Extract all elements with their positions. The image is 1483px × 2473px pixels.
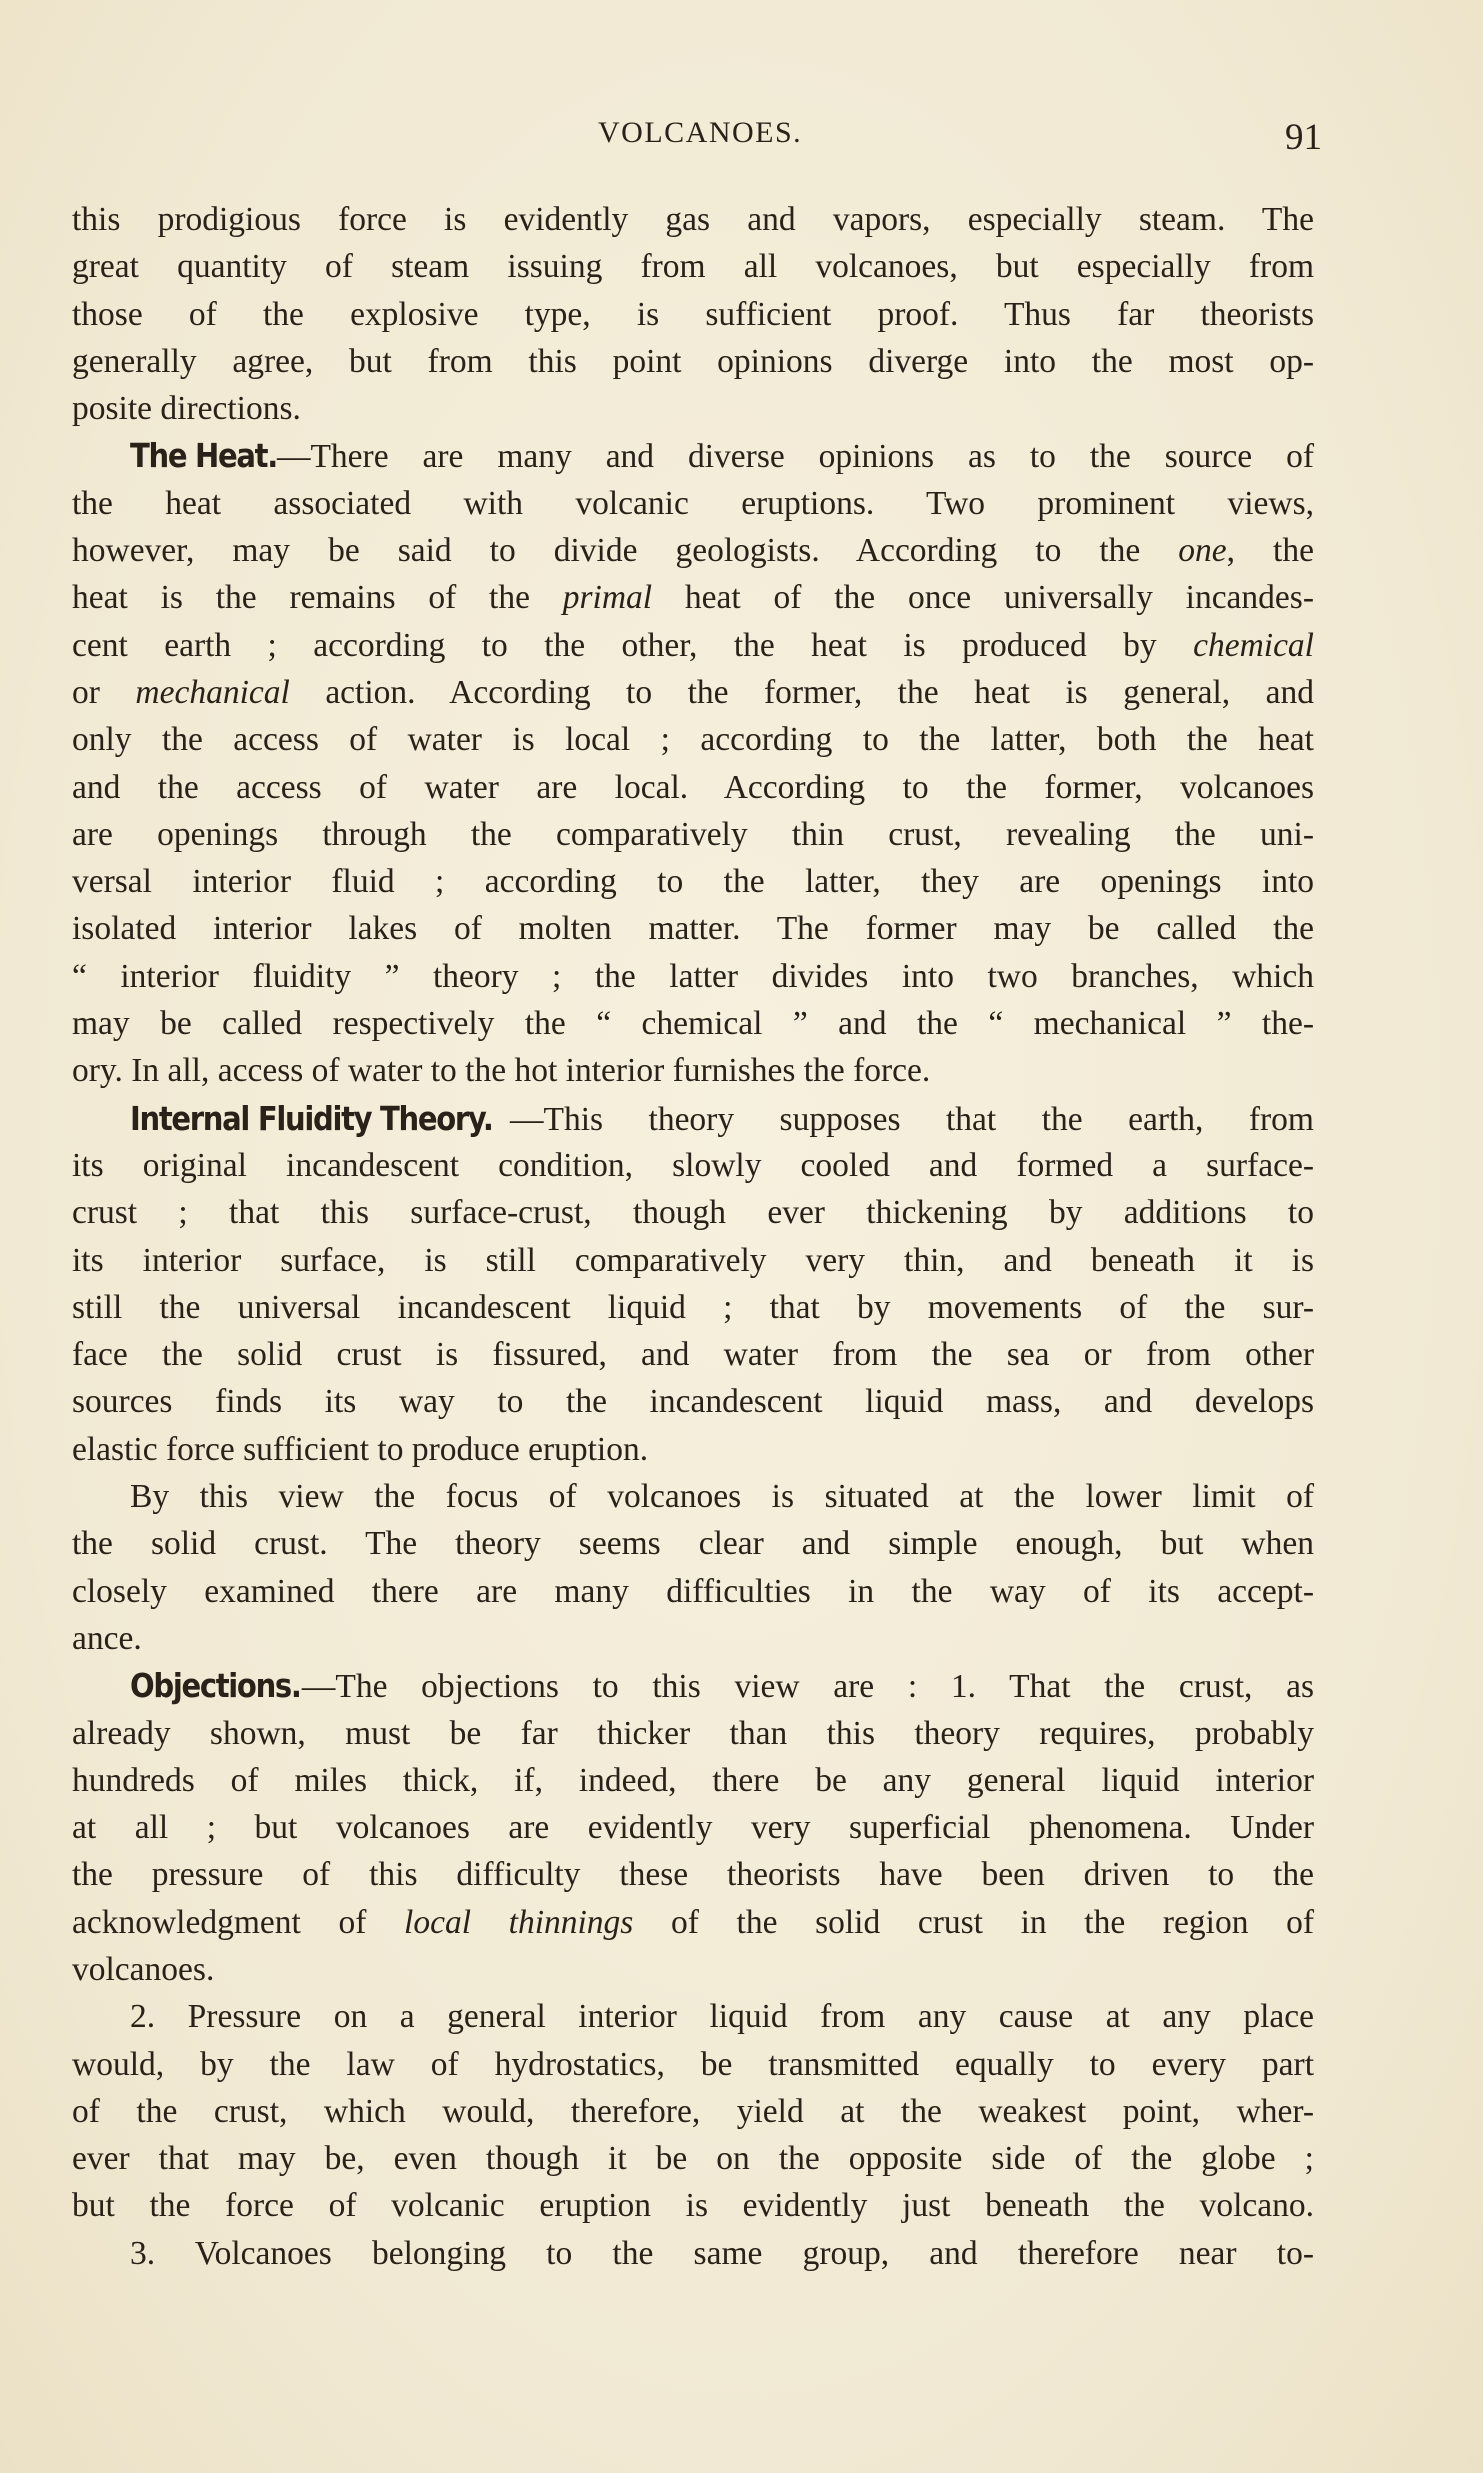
text-line	[72, 622, 1314, 669]
text-line	[72, 1095, 1314, 1142]
text-line	[72, 905, 1314, 952]
text-line	[72, 2135, 1314, 2182]
text-line	[72, 243, 1314, 290]
italic-text: chemical	[1193, 626, 1314, 664]
text-line	[72, 716, 1314, 763]
line-text: its interior surface, is still comparatively very thin, and beneath it is	[72, 1241, 1314, 1279]
section-heading: Internal Fluidity Theory.	[130, 1098, 493, 1138]
text-line	[72, 1851, 1314, 1898]
line-text: —This theory supposes that the earth, from	[509, 1100, 1314, 1138]
line-text: cent earth ; according to the other, the heat is produced by	[72, 626, 1194, 664]
line-text: ever that may be, even though it be on the opposite side of the globe ;	[72, 2140, 1314, 2178]
line-text: the heat associated with volcanic eruptions. Two prominent views,	[72, 484, 1314, 522]
text-line	[72, 432, 1314, 479]
text-line	[72, 1284, 1314, 1331]
text-line	[72, 385, 1314, 432]
line-text: the solid crust. The theory seems clear and simple enough, but when	[72, 1525, 1314, 1563]
line-text: —There are many and diverse opinions as to the source of	[276, 438, 1314, 476]
section-heading: Objections.	[130, 1666, 301, 1706]
line-text: 2. Pressure on a general interior liquid from any cause at any place	[130, 1998, 1314, 2036]
text-line	[72, 1520, 1314, 1567]
text-line	[72, 480, 1314, 527]
line-text: are openings through the comparatively thin crust, revealing the uni-	[72, 815, 1314, 853]
line-text: and the access of water are local. According to the former, volcanoes	[72, 768, 1314, 806]
line-text: ance.	[72, 1619, 142, 1657]
line-text: however, may be said to divide geologists. According to the	[72, 532, 1179, 570]
line-text: at all ; but volcanoes are evidently very superficial phenomena. Under	[72, 1809, 1314, 1847]
text-line	[72, 1331, 1314, 1378]
line-text: sources finds its way to the incandescent liquid mass, and develops	[72, 1383, 1314, 1421]
line-text: crust ; that this surface-crust, though ever thickening by additions to	[72, 1194, 1314, 1232]
line-text: posite directions.	[72, 390, 301, 428]
section-heading: The Heat.	[130, 436, 277, 476]
text-line	[72, 2088, 1314, 2135]
text-line	[72, 527, 1314, 574]
running-title: VOLCANOES.	[598, 116, 803, 149]
text-line	[72, 1899, 1314, 1946]
text-line	[72, 1000, 1314, 1047]
running-head	[0, 108, 1483, 158]
line-text: “ interior fluidity ” theory ; the latter divides into two branches, which	[72, 957, 1314, 995]
line-text: of the crust, which would, therefore, yield at the weakest point, wher-	[72, 2092, 1314, 2130]
line-text: By this view the focus of volcanoes is situated at the lower limit of	[130, 1478, 1314, 1516]
page-number: 91	[1285, 117, 1322, 158]
body-text	[72, 196, 1314, 2277]
text-line	[72, 1662, 1314, 1709]
text-line	[72, 1047, 1314, 1094]
text-line	[72, 953, 1314, 1000]
italic-text: primal	[562, 579, 653, 617]
line-text: but the force of volcanic eruption is evidently just beneath the volcano.	[72, 2187, 1314, 2225]
line-text: hundreds of miles thick, if, indeed, there be any general liquid interior	[72, 1761, 1314, 1799]
line-text: already shown, must be far thicker than this theory requires, probably	[72, 1714, 1314, 1752]
text-line	[72, 1568, 1314, 1615]
text-line	[72, 1804, 1314, 1851]
italic-text: local thinnings	[404, 1903, 634, 1941]
line-text: volcanoes.	[72, 1950, 215, 1988]
text-line	[72, 1946, 1314, 1993]
italic-text: one	[1178, 532, 1227, 570]
line-text: still the universal incandescent liquid ; that by movements of the sur-	[72, 1288, 1314, 1326]
line-text: isolated interior lakes of molten matter. The former may be called the	[72, 910, 1314, 948]
line-text: heat of the once universally incandes-	[652, 579, 1314, 617]
text-line	[72, 2041, 1314, 2088]
text-line	[72, 669, 1314, 716]
text-line	[72, 1237, 1314, 1284]
line-text: or	[72, 673, 136, 711]
text-line	[72, 2182, 1314, 2229]
line-text: action. According to the former, the heat is general, and	[289, 673, 1314, 711]
line-text: face the solid crust is fissured, and water from the sea or from other	[72, 1336, 1314, 1374]
text-line	[72, 858, 1314, 905]
line-text: acknowledgment of	[72, 1903, 405, 1941]
line-text: closely examined there are many difficulties in the way of its accept-	[72, 1572, 1314, 1610]
line-text: its original incandescent condition, slowly cooled and formed a surface-	[72, 1146, 1314, 1184]
line-text: generally agree, but from this point opinions diverge into the most op-	[72, 342, 1314, 380]
text-line	[72, 574, 1314, 621]
text-line	[72, 1473, 1314, 1520]
text-line	[72, 1615, 1314, 1662]
line-text: , the	[1226, 532, 1314, 570]
line-text: of the solid crust in the region of	[633, 1903, 1314, 1941]
text-line	[72, 811, 1314, 858]
text-line	[72, 1189, 1314, 1236]
italic-text: mechanical	[135, 673, 290, 711]
text-line	[72, 2230, 1314, 2277]
line-text: —The objections to this view are : 1. That the crust, as	[301, 1668, 1314, 1706]
line-text: the pressure of this difficulty these theorists have been driven to the	[72, 1856, 1314, 1894]
line-text: would, by the law of hydrostatics, be transmitted equally to every part	[72, 2045, 1314, 2083]
text-line	[72, 1378, 1314, 1425]
text-line	[72, 196, 1314, 243]
line-text: versal interior fluid ; according to the latter, they are openings into	[72, 863, 1314, 901]
text-line	[72, 1710, 1314, 1757]
line-text: those of the explosive type, is sufficient proof. Thus far theorists	[72, 295, 1314, 333]
text-line	[72, 1142, 1314, 1189]
line-text: only the access of water is local ; according to the latter, both the heat	[72, 721, 1314, 759]
line-text: elastic force sufficient to produce eruption.	[72, 1430, 649, 1468]
line-text: ory. In all, access of water to the hot interior furnishes the force.	[72, 1052, 931, 1090]
text-line	[72, 1993, 1314, 2040]
line-text: may be called respectively the “ chemical ” and the “ mechanical ” the-	[72, 1005, 1314, 1043]
text-line	[72, 1426, 1314, 1473]
line-text: great quantity of steam issuing from all volcanoes, but especially from	[72, 248, 1314, 286]
text-line	[72, 338, 1314, 385]
text-line	[72, 291, 1314, 338]
text-line	[72, 1757, 1314, 1804]
line-text: heat is the remains of the	[72, 579, 563, 617]
line-text: 3. Volcanoes belonging to the same group, and therefore near to-	[130, 2234, 1314, 2272]
text-line	[72, 764, 1314, 811]
line-text: this prodigious force is evidently gas and vapors, especially steam. The	[72, 201, 1314, 238]
